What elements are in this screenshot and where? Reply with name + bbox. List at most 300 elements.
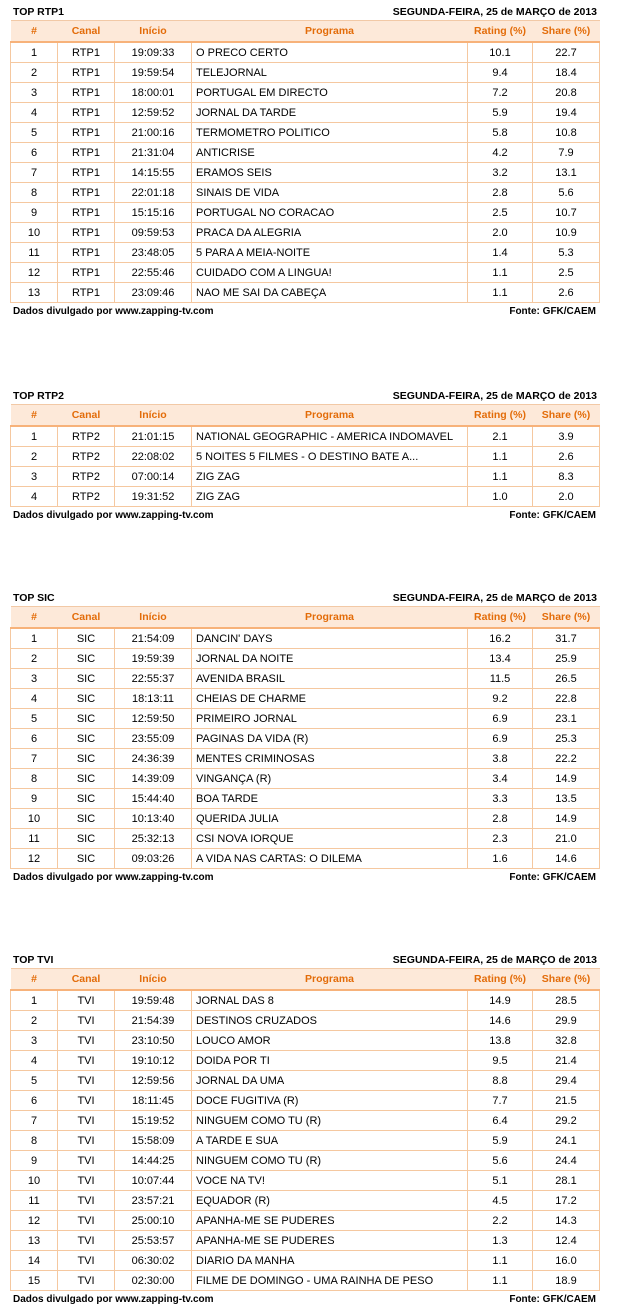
- table-row: [11, 1071, 600, 1091]
- share-cell: 28.1: [533, 1171, 600, 1191]
- share-cell: 5.6: [533, 183, 600, 203]
- program-cell: TELEJORNAL: [192, 63, 468, 83]
- table-row: [11, 1091, 600, 1111]
- header-program: Programa: [192, 21, 468, 43]
- share-cell: 10.8: [533, 123, 600, 143]
- rating-cell: 14.6: [468, 1011, 533, 1031]
- rank-cell: 10: [11, 809, 58, 829]
- rating-cell: 1.1: [468, 263, 533, 283]
- start-time-cell: 19:09:33: [115, 42, 192, 63]
- program-cell: TERMOMETRO POLITICO: [192, 123, 468, 143]
- table-titlebar: [10, 952, 599, 968]
- header-rating: Rating (%): [468, 405, 533, 427]
- share-cell: 2.6: [533, 447, 600, 467]
- footer-source-text: Dados divulgado por www.zapping-tv.com: [13, 1294, 214, 1305]
- channel-cell: SIC: [58, 829, 115, 849]
- start-time-cell: 25:53:57: [115, 1231, 192, 1251]
- table-row: [11, 467, 600, 487]
- channel-cell: TVI: [58, 1171, 115, 1191]
- rating-cell: 6.9: [468, 729, 533, 749]
- start-time-cell: 21:54:39: [115, 1011, 192, 1031]
- start-time-cell: 19:31:52: [115, 487, 192, 507]
- start-time-cell: 06:30:02: [115, 1251, 192, 1271]
- share-cell: 14.6: [533, 849, 600, 869]
- rating-cell: 16.2: [468, 628, 533, 649]
- share-cell: 28.5: [533, 990, 600, 1011]
- program-cell: NINGUEM COMO TU (R): [192, 1111, 468, 1131]
- rating-cell: 4.5: [468, 1191, 533, 1211]
- start-time-cell: 21:00:16: [115, 123, 192, 143]
- channel-cell: RTP2: [58, 487, 115, 507]
- rating-cell: 11.5: [468, 669, 533, 689]
- table-row: [11, 203, 600, 223]
- rating-cell: 8.8: [468, 1071, 533, 1091]
- table-titlebar: [10, 590, 599, 606]
- rank-cell: 6: [11, 143, 58, 163]
- start-time-cell: 25:00:10: [115, 1211, 192, 1231]
- start-time-cell: 14:15:55: [115, 163, 192, 183]
- table-row: [11, 1131, 600, 1151]
- program-cell: NINGUEM COMO TU (R): [192, 1151, 468, 1171]
- rating-cell: 5.6: [468, 1151, 533, 1171]
- program-cell: CHEIAS DE CHARME: [192, 689, 468, 709]
- header-rating: Rating (%): [468, 969, 533, 991]
- rating-cell: 1.1: [468, 1271, 533, 1291]
- share-cell: 13.1: [533, 163, 600, 183]
- rating-cell: 1.1: [468, 283, 533, 303]
- rank-cell: 11: [11, 243, 58, 263]
- table-row: [11, 709, 600, 729]
- rating-cell: 4.2: [468, 143, 533, 163]
- table-row: [11, 769, 600, 789]
- header-start-time: Início: [115, 21, 192, 43]
- rank-cell: 1: [11, 42, 58, 63]
- program-cell: PAGINAS DA VIDA (R): [192, 729, 468, 749]
- start-time-cell: 19:59:39: [115, 649, 192, 669]
- program-cell: O PRECO CERTO: [192, 42, 468, 63]
- share-cell: 12.4: [533, 1231, 600, 1251]
- table-row: [11, 1251, 600, 1271]
- start-time-cell: 22:08:02: [115, 447, 192, 467]
- program-cell: DANCIN' DAYS: [192, 628, 468, 649]
- start-time-cell: 12:59:56: [115, 1071, 192, 1091]
- rank-cell: 1: [11, 990, 58, 1011]
- table-row: [11, 990, 600, 1011]
- rank-cell: 2: [11, 447, 58, 467]
- rank-cell: 14: [11, 1251, 58, 1271]
- share-cell: 14.9: [533, 809, 600, 829]
- share-cell: 21.0: [533, 829, 600, 849]
- table-row: [11, 223, 600, 243]
- rank-cell: 8: [11, 769, 58, 789]
- rating-cell: 9.4: [468, 63, 533, 83]
- rating-cell: 2.8: [468, 809, 533, 829]
- program-cell: NATIONAL GEOGRAPHIC - AMERICA INDOMAVEL: [192, 426, 468, 447]
- program-cell: APANHA-ME SE PUDERES: [192, 1211, 468, 1231]
- table-row: [11, 749, 600, 769]
- header-share: Share (%): [533, 21, 600, 43]
- channel-cell: RTP2: [58, 426, 115, 447]
- start-time-cell: 19:59:54: [115, 63, 192, 83]
- rank-cell: 12: [11, 263, 58, 283]
- program-cell: ZIG ZAG: [192, 467, 468, 487]
- share-cell: 18.9: [533, 1271, 600, 1291]
- table-block-rtp1: [10, 4, 599, 321]
- table-date: SEGUNDA-FEIRA, 25 de MARÇO de 2013: [392, 954, 597, 966]
- rank-cell: 2: [11, 649, 58, 669]
- channel-cell: SIC: [58, 769, 115, 789]
- header-program: Programa: [192, 405, 468, 427]
- channel-cell: RTP1: [58, 63, 115, 83]
- start-time-cell: 15:15:16: [115, 203, 192, 223]
- start-time-cell: 23:48:05: [115, 243, 192, 263]
- table-row: [11, 1271, 600, 1291]
- start-time-cell: 15:19:52: [115, 1111, 192, 1131]
- program-cell: 5 PARA A MEIA-NOITE: [192, 243, 468, 263]
- rank-cell: 8: [11, 183, 58, 203]
- program-cell: BOA TARDE: [192, 789, 468, 809]
- program-cell: JORNAL DA NOITE: [192, 649, 468, 669]
- rating-cell: 1.1: [468, 447, 533, 467]
- rating-cell: 13.4: [468, 649, 533, 669]
- start-time-cell: 22:01:18: [115, 183, 192, 203]
- start-time-cell: 18:00:01: [115, 83, 192, 103]
- rating-cell: 1.1: [468, 467, 533, 487]
- rank-cell: 7: [11, 163, 58, 183]
- footer-credit-text: Fonte: GFK/CAEM: [509, 306, 596, 317]
- start-time-cell: 19:59:48: [115, 990, 192, 1011]
- start-time-cell: 07:00:14: [115, 467, 192, 487]
- table-footer: [10, 871, 599, 887]
- start-time-cell: 09:59:53: [115, 223, 192, 243]
- share-cell: 23.1: [533, 709, 600, 729]
- header-share: Share (%): [533, 607, 600, 629]
- header-program: Programa: [192, 969, 468, 991]
- rating-cell: 3.4: [468, 769, 533, 789]
- channel-cell: RTP1: [58, 203, 115, 223]
- program-cell: JORNAL DA UMA: [192, 1071, 468, 1091]
- rating-cell: 5.9: [468, 1131, 533, 1151]
- table-row: [11, 809, 600, 829]
- start-time-cell: 09:03:26: [115, 849, 192, 869]
- table-row: [11, 789, 600, 809]
- program-cell: PRIMEIRO JORNAL: [192, 709, 468, 729]
- footer-credit-text: Fonte: GFK/CAEM: [509, 510, 596, 521]
- table-row: [11, 1051, 600, 1071]
- channel-cell: RTP1: [58, 83, 115, 103]
- share-cell: 2.0: [533, 487, 600, 507]
- start-time-cell: 15:58:09: [115, 1131, 192, 1151]
- share-cell: 19.4: [533, 103, 600, 123]
- rating-cell: 1.0: [468, 487, 533, 507]
- header-channel: Canal: [58, 607, 115, 629]
- header-share: Share (%): [533, 969, 600, 991]
- header-row: [11, 405, 600, 427]
- table-row: [11, 123, 600, 143]
- rank-cell: 13: [11, 283, 58, 303]
- table-title: TOP TVI: [13, 954, 54, 966]
- channel-cell: SIC: [58, 749, 115, 769]
- share-cell: 32.8: [533, 1031, 600, 1051]
- table-date: SEGUNDA-FEIRA, 25 de MARÇO de 2013: [392, 390, 597, 402]
- header-share: Share (%): [533, 405, 600, 427]
- channel-cell: TVI: [58, 1151, 115, 1171]
- share-cell: 10.9: [533, 223, 600, 243]
- rating-cell: 2.8: [468, 183, 533, 203]
- table-row: [11, 243, 600, 263]
- header-channel: Canal: [58, 969, 115, 991]
- share-cell: 8.3: [533, 467, 600, 487]
- channel-cell: RTP2: [58, 447, 115, 467]
- rating-cell: 6.9: [468, 709, 533, 729]
- start-time-cell: 18:13:11: [115, 689, 192, 709]
- channel-cell: TVI: [58, 1031, 115, 1051]
- program-cell: JORNAL DAS 8: [192, 990, 468, 1011]
- table-row: [11, 163, 600, 183]
- channel-cell: TVI: [58, 1191, 115, 1211]
- table-row: [11, 1011, 600, 1031]
- share-cell: 31.7: [533, 628, 600, 649]
- start-time-cell: 23:09:46: [115, 283, 192, 303]
- header-rank: #: [11, 969, 58, 991]
- channel-cell: SIC: [58, 729, 115, 749]
- table-row: [11, 649, 600, 669]
- channel-cell: RTP1: [58, 123, 115, 143]
- rank-cell: 1: [11, 426, 58, 447]
- rating-cell: 3.3: [468, 789, 533, 809]
- share-cell: 2.5: [533, 263, 600, 283]
- share-cell: 25.9: [533, 649, 600, 669]
- footer-source-text: Dados divulgado por www.zapping-tv.com: [13, 872, 214, 883]
- program-cell: A TARDE E SUA: [192, 1131, 468, 1151]
- channel-cell: TVI: [58, 1071, 115, 1091]
- table-footer: [10, 305, 599, 321]
- rating-cell: 3.8: [468, 749, 533, 769]
- share-cell: 21.4: [533, 1051, 600, 1071]
- table-row: [11, 183, 600, 203]
- table-row: [11, 487, 600, 507]
- table-row: [11, 1191, 600, 1211]
- start-time-cell: 23:55:09: [115, 729, 192, 749]
- channel-cell: SIC: [58, 649, 115, 669]
- table-row: [11, 849, 600, 869]
- share-cell: 5.3: [533, 243, 600, 263]
- program-cell: CUIDADO COM A LINGUA!: [192, 263, 468, 283]
- share-cell: 20.8: [533, 83, 600, 103]
- rank-cell: 8: [11, 1131, 58, 1151]
- start-time-cell: 21:31:04: [115, 143, 192, 163]
- table-row: [11, 1111, 600, 1131]
- table-footer: [10, 1293, 599, 1309]
- channel-cell: TVI: [58, 1011, 115, 1031]
- rating-cell: 1.1: [468, 1251, 533, 1271]
- table-footer: [10, 509, 599, 525]
- channel-cell: SIC: [58, 789, 115, 809]
- table-row: [11, 628, 600, 649]
- table-title: TOP RTP1: [13, 6, 64, 18]
- table-row: [11, 1171, 600, 1191]
- rank-cell: 15: [11, 1271, 58, 1291]
- rating-cell: 1.3: [468, 1231, 533, 1251]
- channel-cell: TVI: [58, 1111, 115, 1131]
- header-rating: Rating (%): [468, 607, 533, 629]
- rating-cell: 5.9: [468, 103, 533, 123]
- header-row: [11, 969, 600, 991]
- rank-cell: 4: [11, 689, 58, 709]
- table-titlebar: [10, 4, 599, 20]
- program-cell: A VIDA NAS CARTAS: O DILEMA: [192, 849, 468, 869]
- channel-cell: RTP1: [58, 283, 115, 303]
- rank-cell: 9: [11, 1151, 58, 1171]
- channel-cell: SIC: [58, 709, 115, 729]
- program-cell: PRACA DA ALEGRIA: [192, 223, 468, 243]
- program-cell: DOCE FUGITIVA (R): [192, 1091, 468, 1111]
- table-row: [11, 83, 600, 103]
- header-row: [11, 607, 600, 629]
- start-time-cell: 24:36:39: [115, 749, 192, 769]
- table-row: [11, 1151, 600, 1171]
- start-time-cell: 25:32:13: [115, 829, 192, 849]
- share-cell: 24.1: [533, 1131, 600, 1151]
- start-time-cell: 22:55:46: [115, 263, 192, 283]
- rating-cell: 14.9: [468, 990, 533, 1011]
- rank-cell: 9: [11, 203, 58, 223]
- rating-cell: 2.5: [468, 203, 533, 223]
- channel-cell: RTP1: [58, 243, 115, 263]
- rank-cell: 5: [11, 123, 58, 143]
- header-rank: #: [11, 607, 58, 629]
- rating-cell: 6.4: [468, 1111, 533, 1131]
- rank-cell: 10: [11, 223, 58, 243]
- rank-cell: 12: [11, 849, 58, 869]
- header-row: [11, 21, 600, 43]
- rank-cell: 2: [11, 1011, 58, 1031]
- share-cell: 22.8: [533, 689, 600, 709]
- start-time-cell: 18:11:45: [115, 1091, 192, 1111]
- table-row: [11, 42, 600, 63]
- rating-cell: 1.6: [468, 849, 533, 869]
- table-row: [11, 1231, 600, 1251]
- program-cell: FILME DE DOMINGO - UMA RAINHA DE PESO: [192, 1271, 468, 1291]
- start-time-cell: 23:10:50: [115, 1031, 192, 1051]
- channel-cell: TVI: [58, 1251, 115, 1271]
- program-cell: APANHA-ME SE PUDERES: [192, 1231, 468, 1251]
- channel-cell: TVI: [58, 1271, 115, 1291]
- rank-cell: 3: [11, 83, 58, 103]
- channel-cell: RTP1: [58, 223, 115, 243]
- rank-cell: 3: [11, 1031, 58, 1051]
- start-time-cell: 12:59:50: [115, 709, 192, 729]
- rank-cell: 11: [11, 1191, 58, 1211]
- table-row: [11, 426, 600, 447]
- channel-cell: TVI: [58, 1231, 115, 1251]
- header-program: Programa: [192, 607, 468, 629]
- program-cell: ZIG ZAG: [192, 487, 468, 507]
- start-time-cell: 10:13:40: [115, 809, 192, 829]
- rating-cell: 3.2: [468, 163, 533, 183]
- rating-cell: 7.2: [468, 83, 533, 103]
- table-row: [11, 729, 600, 749]
- rank-cell: 10: [11, 1171, 58, 1191]
- table-block-rtp2: [10, 388, 599, 525]
- table-row: [11, 263, 600, 283]
- share-cell: 16.0: [533, 1251, 600, 1271]
- program-cell: 5 NOITES 5 FILMES - O DESTINO BATE A...: [192, 447, 468, 467]
- rank-cell: 4: [11, 1051, 58, 1071]
- program-cell: PORTUGAL EM DIRECTO: [192, 83, 468, 103]
- rating-cell: 2.3: [468, 829, 533, 849]
- share-cell: 29.9: [533, 1011, 600, 1031]
- table-block-tvi: [10, 952, 599, 1309]
- table-row: [11, 1211, 600, 1231]
- program-cell: EQUADOR (R): [192, 1191, 468, 1211]
- start-time-cell: 10:07:44: [115, 1171, 192, 1191]
- header-channel: Canal: [58, 405, 115, 427]
- channel-cell: SIC: [58, 669, 115, 689]
- rating-cell: 9.2: [468, 689, 533, 709]
- ratings-table: [10, 606, 600, 869]
- start-time-cell: 15:44:40: [115, 789, 192, 809]
- rating-cell: 2.2: [468, 1211, 533, 1231]
- rank-cell: 3: [11, 669, 58, 689]
- table-date: SEGUNDA-FEIRA, 25 de MARÇO de 2013: [392, 592, 597, 604]
- header-rank: #: [11, 21, 58, 43]
- table-block-sic: [10, 590, 599, 887]
- rating-cell: 2.0: [468, 223, 533, 243]
- share-cell: 2.6: [533, 283, 600, 303]
- rating-cell: 10.1: [468, 42, 533, 63]
- ratings-table: [10, 404, 600, 507]
- start-time-cell: 23:57:21: [115, 1191, 192, 1211]
- share-cell: 24.4: [533, 1151, 600, 1171]
- footer-source-text: Dados divulgado por www.zapping-tv.com: [13, 306, 214, 317]
- rank-cell: 4: [11, 103, 58, 123]
- channel-cell: SIC: [58, 809, 115, 829]
- header-rank: #: [11, 405, 58, 427]
- channel-cell: TVI: [58, 990, 115, 1011]
- table-titlebar: [10, 388, 599, 404]
- table-row: [11, 829, 600, 849]
- channel-cell: SIC: [58, 628, 115, 649]
- program-cell: AVENIDA BRASIL: [192, 669, 468, 689]
- rank-cell: 5: [11, 1071, 58, 1091]
- share-cell: 7.9: [533, 143, 600, 163]
- start-time-cell: 14:39:09: [115, 769, 192, 789]
- share-cell: 25.3: [533, 729, 600, 749]
- table-row: [11, 103, 600, 123]
- rank-cell: 13: [11, 1231, 58, 1251]
- start-time-cell: 21:54:09: [115, 628, 192, 649]
- program-cell: SINAIS DE VIDA: [192, 183, 468, 203]
- program-cell: DESTINOS CRUZADOS: [192, 1011, 468, 1031]
- rank-cell: 6: [11, 1091, 58, 1111]
- share-cell: 17.2: [533, 1191, 600, 1211]
- program-cell: DOIDA POR TI: [192, 1051, 468, 1071]
- table-row: [11, 689, 600, 709]
- header-channel: Canal: [58, 21, 115, 43]
- channel-cell: TVI: [58, 1211, 115, 1231]
- rating-cell: 13.8: [468, 1031, 533, 1051]
- start-time-cell: 21:01:15: [115, 426, 192, 447]
- footer-source-text: Dados divulgado por www.zapping-tv.com: [13, 510, 214, 521]
- channel-cell: RTP1: [58, 143, 115, 163]
- rating-cell: 7.7: [468, 1091, 533, 1111]
- channel-cell: TVI: [58, 1051, 115, 1071]
- table-row: [11, 1031, 600, 1051]
- rating-cell: 1.4: [468, 243, 533, 263]
- header-start-time: Início: [115, 405, 192, 427]
- rating-cell: 5.1: [468, 1171, 533, 1191]
